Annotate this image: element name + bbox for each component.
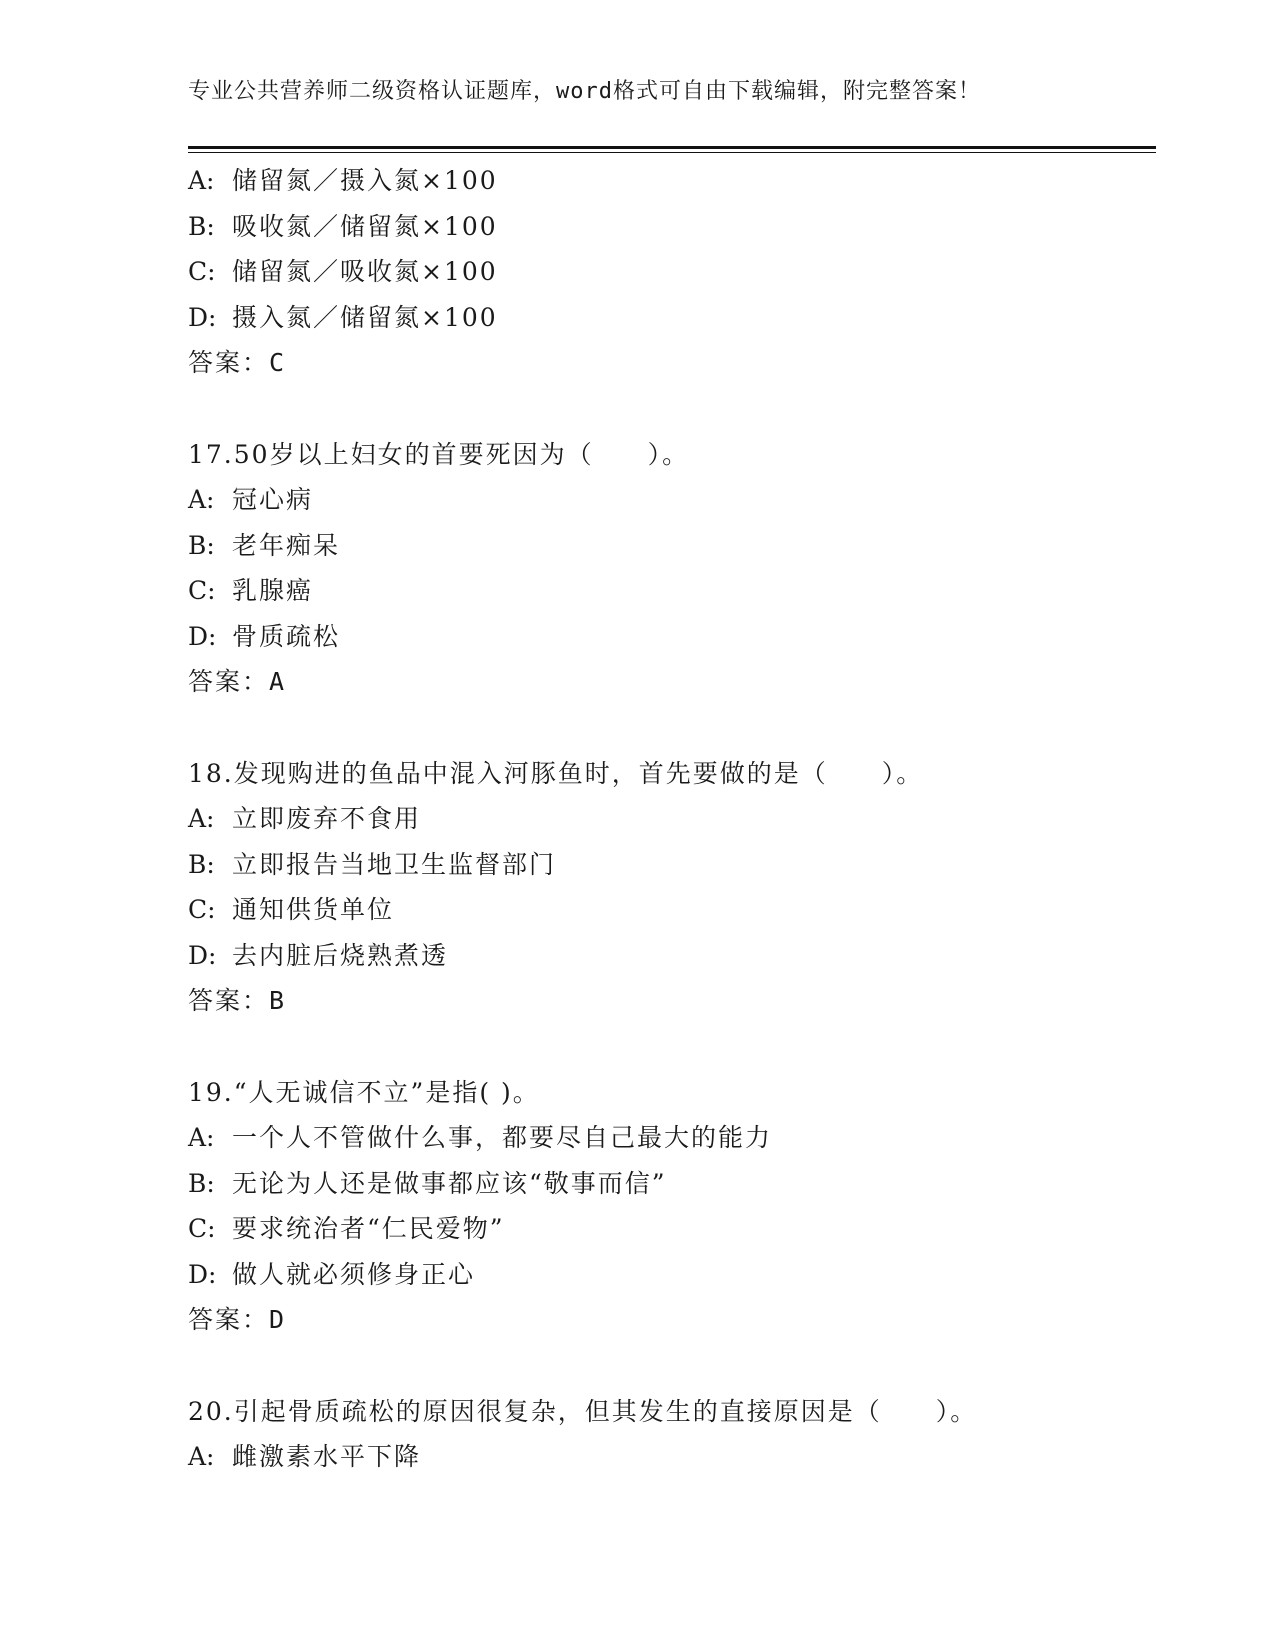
answer-line: 答案：C bbox=[188, 348, 287, 377]
option-d: D: 摄入氮／储留氮×100 bbox=[188, 302, 498, 332]
question-list bbox=[188, 158, 1156, 1480]
answer-line: 答案：A bbox=[188, 667, 287, 696]
spacer bbox=[188, 386, 1156, 432]
question-20 bbox=[188, 1389, 1156, 1480]
option-b: B: 无论为人还是做事都应该“敬事而信” bbox=[188, 1168, 667, 1198]
spacer bbox=[188, 1343, 1156, 1389]
question-18 bbox=[188, 751, 1156, 1024]
option-a: A: 立即废弃不食用 bbox=[188, 804, 422, 833]
answer-line: 答案：D bbox=[188, 1305, 287, 1334]
option-c: C: 要求统治者“仁民爱物” bbox=[188, 1214, 505, 1243]
option-a: A: 一个人不管做什么事，都要尽自己最大的能力 bbox=[188, 1123, 773, 1152]
option-a: A: 雌激素水平下降 bbox=[188, 1442, 422, 1471]
question-17 bbox=[188, 432, 1156, 705]
question-19 bbox=[188, 1070, 1156, 1343]
option-c: C: 通知供货单位 bbox=[188, 895, 395, 924]
answer-line: 答案：B bbox=[188, 986, 287, 1015]
option-d: D: 做人就必须修身正心 bbox=[188, 1259, 476, 1289]
option-b: B: 老年痴呆 bbox=[188, 530, 341, 560]
option-a: A: 冠心病 bbox=[188, 485, 314, 514]
continued-question bbox=[188, 158, 1156, 386]
option-c: C: 乳腺癌 bbox=[188, 576, 314, 605]
header-rule-thin bbox=[188, 152, 1156, 153]
header-rule-thick bbox=[188, 146, 1156, 149]
option-d: D: 骨质疏松 bbox=[188, 621, 341, 651]
question-stem: 18.发现购进的鱼品中混入河豚鱼时，首先要做的是（ ）。 bbox=[188, 758, 924, 788]
option-a: A: 储留氮／摄入氮×100 bbox=[188, 166, 498, 195]
option-c: C: 储留氮／吸收氮×100 bbox=[188, 257, 498, 286]
question-stem: 20.引起骨质疏松的原因很复杂，但其发生的直接原因是（ ）。 bbox=[188, 1396, 978, 1426]
option-b: B: 吸收氮／储留氮×100 bbox=[188, 211, 498, 241]
option-b: B: 立即报告当地卫生监督部门 bbox=[188, 849, 557, 879]
option-d: D: 去内脏后烧熟煮透 bbox=[188, 940, 449, 970]
spacer bbox=[188, 1024, 1156, 1070]
question-stem: 17.50岁以上妇女的首要死因为（ ）。 bbox=[188, 439, 690, 469]
page-header: 专业公共营养师二级资格认证题库，word格式可自由下载编辑，附完整答案！ bbox=[188, 79, 981, 104]
spacer bbox=[188, 705, 1156, 751]
question-stem: 19.“人无诚信不立”是指( )。 bbox=[188, 1077, 540, 1107]
